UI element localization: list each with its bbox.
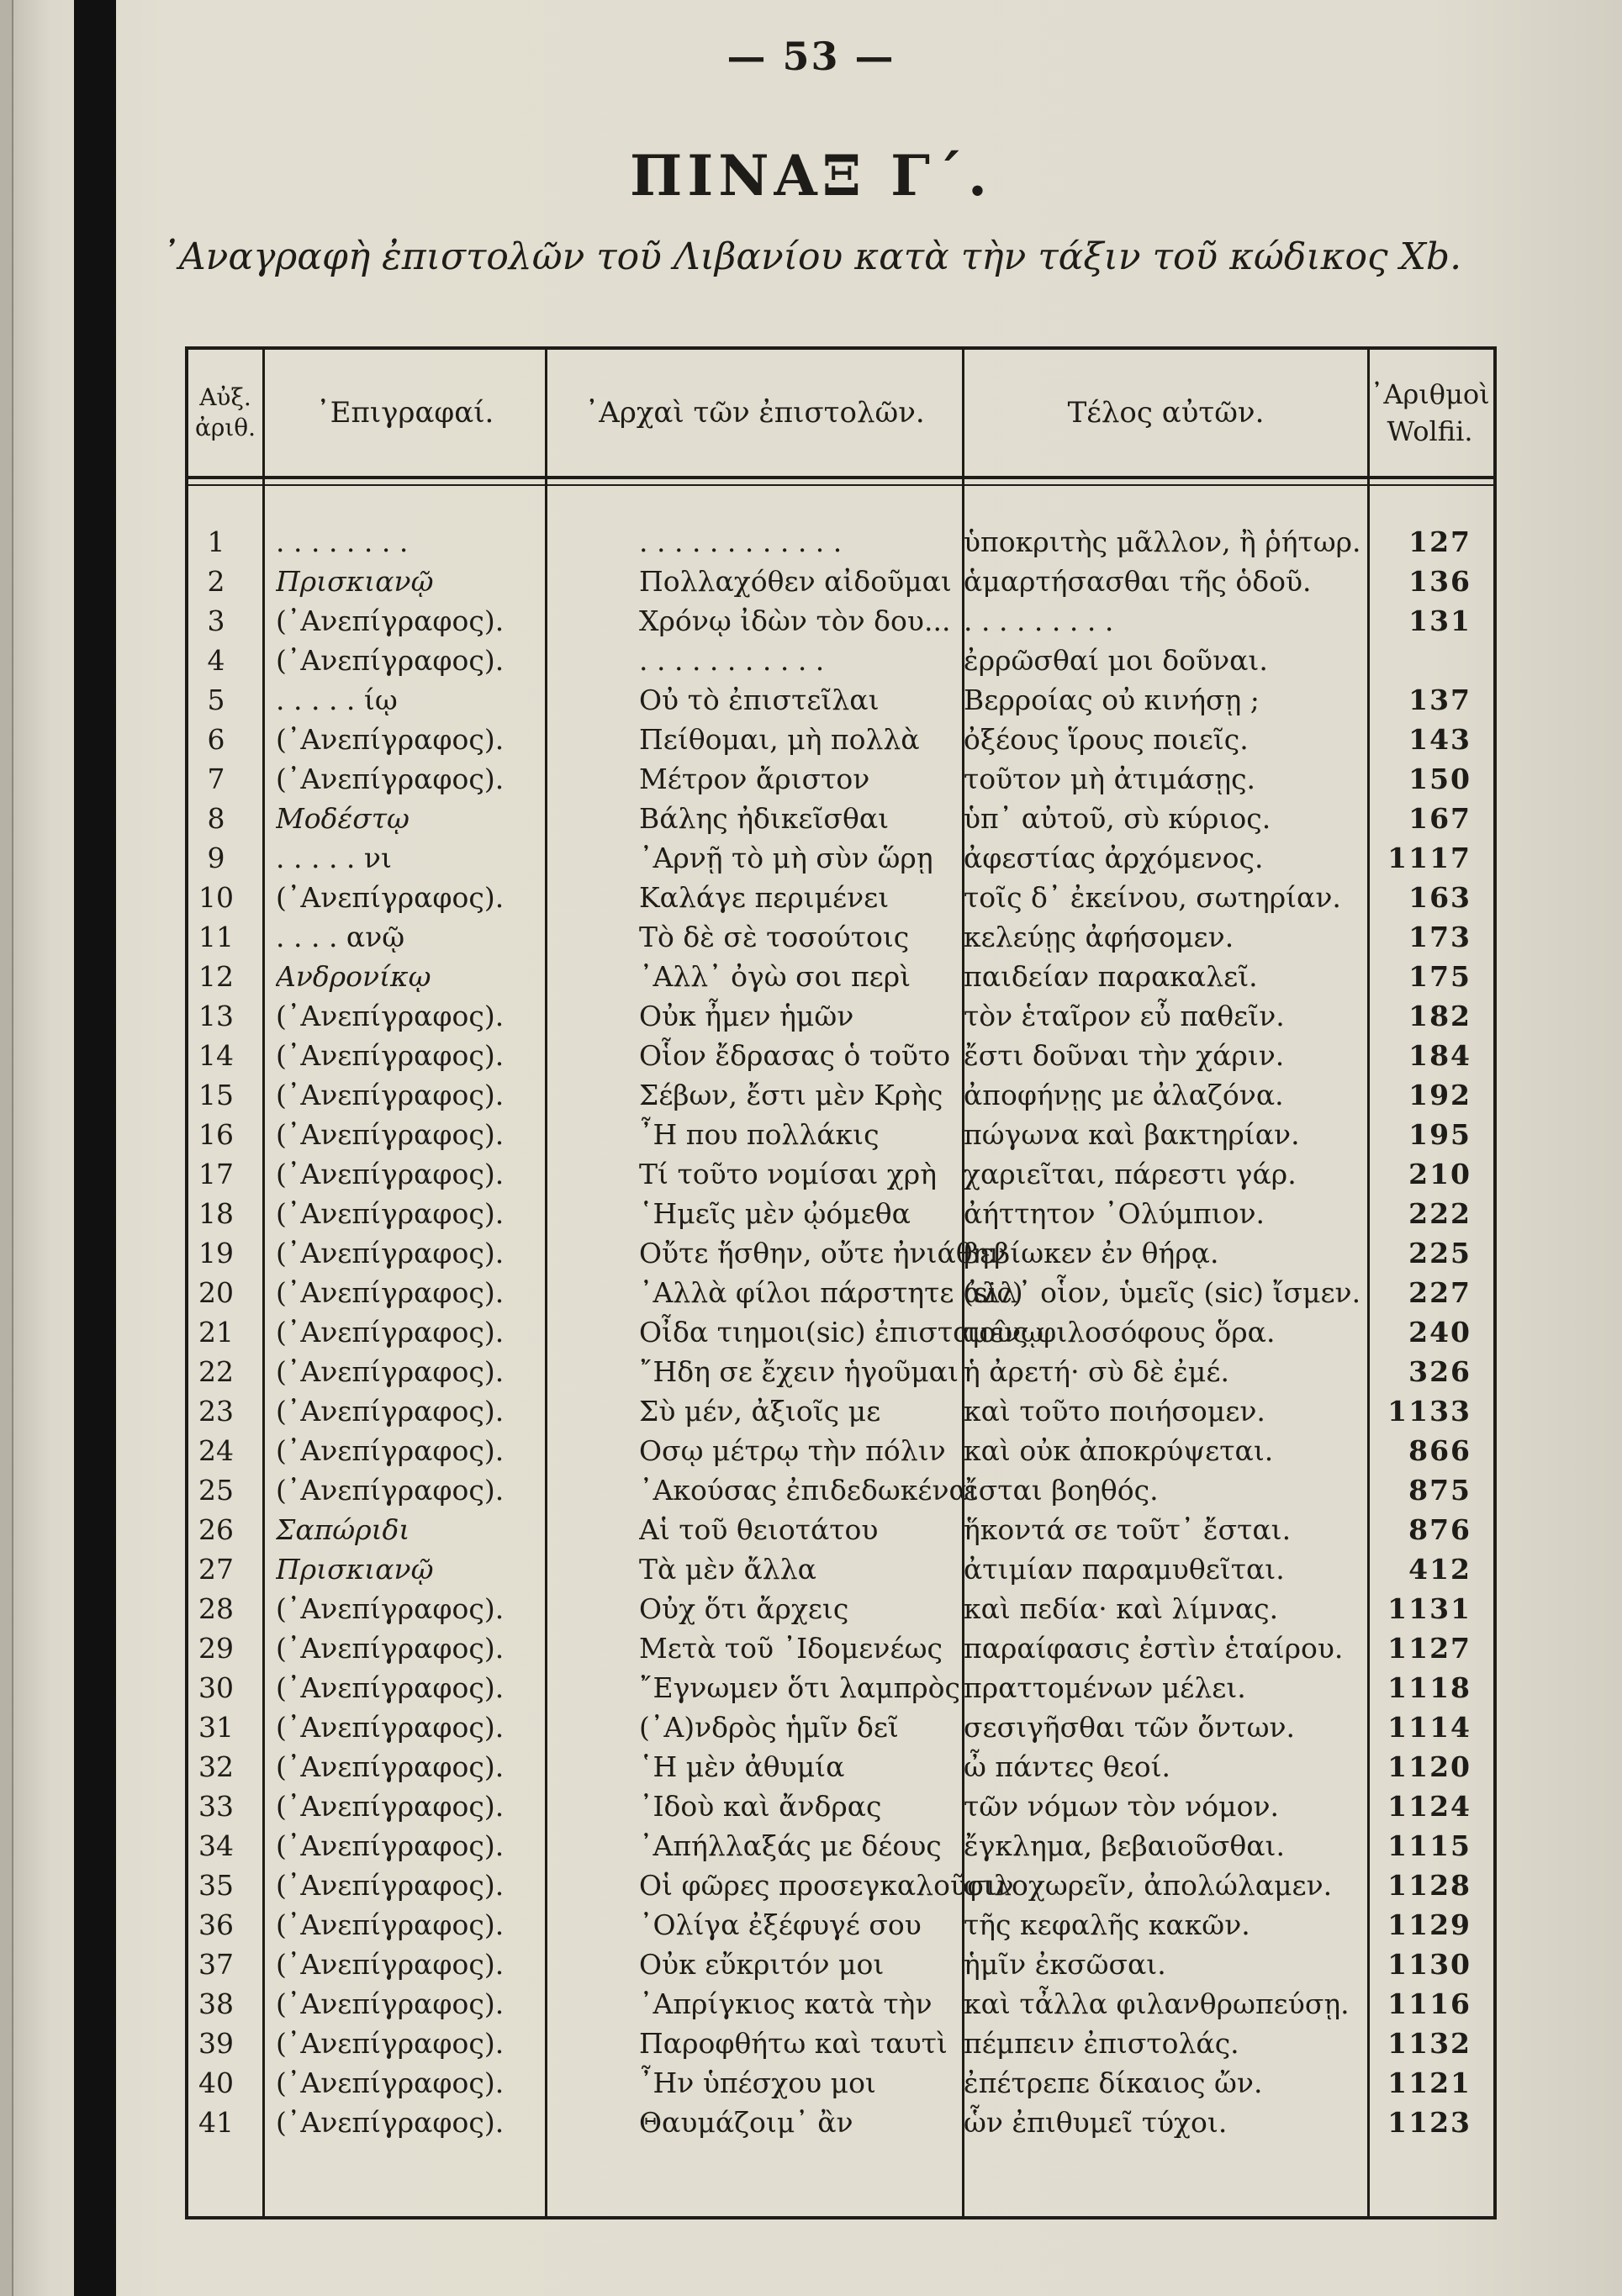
row-wolf-number: 1116 [1387, 1987, 1471, 2020]
header-wolf-numbers: ᾿Αριθμοὶ Wolfii. [1370, 378, 1490, 447]
letters-table [185, 346, 1497, 2219]
row-beginning: ᾿Απρίγκιος κατὰ τὴν [639, 1987, 933, 2020]
row-title: (᾿Ανεπίγραφος). [276, 1632, 505, 1665]
row-title: (᾿Ανεπίγραφος). [276, 1355, 505, 1388]
page-number: — 53 — [726, 34, 896, 79]
row-beginning: ῾Η μὲν ἀθυμία [639, 1750, 845, 1783]
row-wolf-number: 163 [1408, 881, 1471, 914]
row-title: (᾿Ανεπίγραφος). [276, 1000, 505, 1032]
page-edge [0, 0, 13, 2296]
row-title: (᾿Ανεπίγραφος). [276, 1039, 505, 1072]
row-ending: τὸν ἑταῖρον εὖ παθεῖν. [964, 1000, 1285, 1032]
row-title: . . . . . . . . [276, 525, 409, 558]
table-row [188, 2103, 1493, 2142]
table-row [188, 1668, 1493, 1707]
row-beginning: ᾿Απήλλαξάς με δέους [639, 1829, 942, 1862]
row-number: 1 [207, 525, 225, 558]
row-ending: χαριεῖται, πάρεστι γάρ. [964, 1158, 1297, 1190]
row-number: 21 [198, 1316, 234, 1349]
row-wolf-number: 1120 [1387, 1750, 1471, 1783]
row-title: (᾿Ανεπίγραφος). [276, 1908, 505, 1941]
row-number: 32 [198, 1750, 234, 1783]
row-number: 40 [198, 2066, 234, 2099]
row-number: 14 [198, 1039, 234, 1072]
row-number: 20 [198, 1276, 234, 1309]
row-beginning: ᾿Ιδοὺ καὶ ἄνδρας [639, 1790, 882, 1823]
row-number: 17 [198, 1158, 234, 1190]
row-ending: τῶν νόμων τὸν νόμον. [964, 1790, 1280, 1823]
row-beginning: Σέβων, ἔστι μὲν Κρὴς [639, 1079, 943, 1111]
row-beginning: Τὰ μὲν ἄλλα [639, 1553, 816, 1586]
header-number: Αὐξ. ἀριθ. [194, 383, 256, 441]
row-ending: ἔγκλημα, βεβαιοῦσθαι. [964, 1829, 1285, 1862]
row-ending: τῆς κεφαλῆς κακῶν. [964, 1908, 1250, 1941]
table-row [188, 1589, 1493, 1628]
row-beginning: Οὐ τὸ ἐπιστεῖλαι [639, 684, 880, 716]
row-beginning: Οὐχ ὅτι ἄρχεις [639, 1592, 849, 1625]
table-row [188, 1115, 1493, 1154]
row-title: Σαπώριδι [276, 1513, 410, 1546]
row-title: (᾿Ανεπίγραφος). [276, 1790, 505, 1823]
table-row [188, 562, 1493, 601]
row-title: (᾿Ανεπίγραφος). [276, 1750, 505, 1783]
table-row [188, 1312, 1493, 1352]
row-title: Μοδέστῳ [276, 802, 409, 835]
table-row [188, 1549, 1493, 1589]
table-row [188, 1391, 1493, 1431]
row-title: (᾿Ανεπίγραφος). [276, 2027, 505, 2060]
row-beginning: Οὔτε ἥσθην, οὔτε ἠνιάθην [639, 1237, 1006, 1269]
table-row [188, 720, 1493, 759]
table-row [188, 2024, 1493, 2063]
row-wolf-number: 1128 [1387, 1869, 1471, 1902]
row-ending: παιδείαν παρακαλεῖ. [964, 960, 1258, 993]
row-wolf-number: 1129 [1387, 1908, 1471, 1941]
row-beginning: Καλάγε περιμένει [639, 881, 890, 914]
row-number: 23 [198, 1395, 234, 1428]
row-number: 22 [198, 1355, 234, 1388]
row-wolf-number: 1117 [1387, 842, 1471, 874]
row-title: (᾿Ανεπίγραφος). [276, 1829, 505, 1862]
header-rule [188, 476, 1493, 479]
row-wolf-number: 127 [1408, 525, 1471, 558]
row-beginning: ᾿Αρνῇ τὸ μὴ σὺν ὥρῃ [639, 842, 933, 874]
row-ending: ἔσται βοηθός. [964, 1474, 1159, 1507]
row-wolf-number: 222 [1408, 1197, 1471, 1230]
page-subtitle: ᾿Αναγραφὴ ἐπιστολῶν τοῦ Λιβανίου κατὰ τὴν τάξιν τοῦ κώδικος Xb. [160, 235, 1462, 278]
row-title: (᾿Ανεπίγραφος). [276, 2106, 505, 2139]
row-beginning: ῾Ημεῖς μὲν ᾠόμεθα [639, 1197, 911, 1230]
row-number: 2 [207, 565, 225, 598]
row-ending: ἥκοντά σε τοῦτ᾿ ἔσται. [964, 1513, 1292, 1546]
row-ending: πώγωνα καὶ βακτηρίαν. [964, 1118, 1300, 1151]
row-beginning: ῏Η που πολλάκις [639, 1118, 880, 1151]
row-wolf-number: 1115 [1387, 1829, 1471, 1862]
row-title: (᾿Ανεπίγραφος). [276, 2066, 505, 2099]
row-beginning: ῏Ην ὑπέσχου μοι [639, 2066, 876, 2099]
table-row [188, 601, 1493, 641]
table-row [188, 1075, 1493, 1115]
table-row [188, 759, 1493, 799]
row-number: 26 [198, 1513, 234, 1546]
table-row [188, 1628, 1493, 1668]
row-title: (᾿Ανεπίγραφος). [276, 644, 505, 677]
row-title: (᾿Ανεπίγραφος). [276, 1276, 505, 1309]
row-beginning: Μετὰ τοῦ ᾿Ιδομενέως [639, 1632, 943, 1665]
row-title: (᾿Ανεπίγραφος). [276, 1395, 505, 1428]
row-number: 28 [198, 1592, 234, 1625]
table-row [188, 522, 1493, 562]
table-row [188, 1273, 1493, 1312]
row-number: 8 [207, 802, 225, 835]
row-wolf-number: 150 [1408, 763, 1471, 795]
table-row [188, 957, 1493, 996]
row-ending: ἀλλ᾿ οἷον, ὑμεῖς (sic) ἴσμεν. [964, 1276, 1361, 1309]
row-ending: τοῖς δ᾿ ἐκείνου, σωτηρίαν. [964, 881, 1341, 914]
row-ending: ἁμαρτήσασθαι τῆς ὁδοῦ. [964, 565, 1312, 598]
row-number: 33 [198, 1790, 234, 1823]
row-title: (᾿Ανεπίγραφος). [276, 1987, 505, 2020]
row-beginning: ᾿Αλλ᾿ ὀγὼ σοι περὶ [639, 960, 911, 993]
row-title: (᾿Ανεπίγραφος). [276, 1237, 505, 1269]
row-beginning: . . . . . . . . . . . [639, 644, 825, 677]
row-ending: καὶ οὐκ ἀποκρύψεται. [964, 1434, 1274, 1467]
row-title: (᾿Ανεπίγραφος). [276, 1316, 505, 1349]
row-ending: ὑπ᾿ αὐτοῦ, σὺ κύριος. [964, 802, 1271, 835]
row-ending: ἀτιμίαν παραμυθεῖται. [964, 1553, 1285, 1586]
header-endings: Τέλος αὐτῶν. [1067, 396, 1265, 430]
table-row [188, 680, 1493, 720]
row-beginning: Οσῳ μέτρῳ τὴν πόλιν [639, 1434, 946, 1467]
row-ending: ἀήττητον ᾿Ολύμπιον. [964, 1197, 1265, 1230]
row-title: (᾿Ανεπίγραφος). [276, 1948, 505, 1981]
table-row [188, 838, 1493, 878]
row-ending: ἡμῖν ἐκσῶσαι. [964, 1948, 1166, 1981]
row-number: 12 [198, 960, 234, 993]
row-beginning: Αἱ τοῦ θειοτάτου [639, 1513, 879, 1546]
table-row [188, 1154, 1493, 1194]
row-wolf-number: 167 [1408, 802, 1471, 835]
row-beginning: ᾿Ακούσας ἐπιδεδωκέναι [639, 1474, 979, 1507]
table-row [188, 1707, 1493, 1747]
row-number: 35 [198, 1869, 234, 1902]
row-number: 39 [198, 2027, 234, 2060]
row-beginning: ῎Εγνωμεν ὅτι λαμπρὸς [639, 1671, 961, 1704]
row-number: 4 [207, 644, 225, 677]
row-ending: ὀξέους ἵρους ποιεῖς. [964, 723, 1249, 756]
table-row [188, 1194, 1493, 1233]
row-wolf-number: 1132 [1387, 2027, 1471, 2060]
row-ending: ἀποφήνῃς με ἀλαζόνα. [964, 1079, 1284, 1111]
row-beginning: Θαυμάζοιμ᾿ ἂν [639, 2106, 853, 2139]
row-number: 7 [207, 763, 225, 795]
row-wolf-number: 1123 [1387, 2106, 1471, 2139]
row-title: (᾿Ανεπίγραφος). [276, 1671, 505, 1704]
row-wolf-number: 173 [1408, 921, 1471, 953]
row-ending: καὶ τἆλλα φιλανθρωπεύσῃ. [964, 1987, 1350, 2020]
row-number: 10 [198, 881, 234, 914]
row-ending: Βερροίας οὐ κινήσῃ ; [964, 684, 1260, 716]
table-row [188, 1352, 1493, 1391]
row-ending: φιλοχωρεῖν, ἀπολώλαμεν. [964, 1869, 1333, 1902]
table-row [188, 1945, 1493, 1984]
header-titles: ᾿Επιγραφαί. [315, 396, 494, 430]
row-wolf-number: 866 [1408, 1434, 1471, 1467]
row-wolf-number: 876 [1408, 1513, 1471, 1546]
row-number: 13 [198, 1000, 234, 1032]
row-ending: ὑποκριτὴς μᾶλλον, ἢ ῥήτωρ. [964, 525, 1361, 558]
row-wolf-number: 182 [1408, 1000, 1471, 1032]
row-ending: καὶ τοῦτο ποιήσομεν. [964, 1395, 1265, 1428]
row-wolf-number: 175 [1408, 960, 1471, 993]
row-ending: κελεύῃς ἀφήσομεν. [964, 921, 1234, 953]
row-title: (᾿Ανεπίγραφος). [276, 881, 505, 914]
row-beginning: Οἱ φῶρες προσεγκαλοῦσιν [639, 1869, 1014, 1902]
row-wolf-number: 143 [1408, 723, 1471, 756]
row-wolf-number: 1131 [1387, 1592, 1471, 1625]
page-title: ΠΙΝΑΞ Γ΄. [630, 143, 992, 208]
row-ending: πέμπειν ἐπιστολάς. [964, 2027, 1239, 2060]
row-beginning: Βάλης ἠδικεῖσθαι [639, 802, 890, 835]
table-row [188, 641, 1493, 680]
table-row [188, 1984, 1493, 2024]
row-beginning: Χρόνῳ ἰδὼν τὸν δου... [639, 604, 951, 637]
row-ending: ἐπέτρεπε δίκαιος ὤν. [964, 2066, 1263, 2099]
row-number: 11 [198, 921, 234, 953]
table-row [188, 1787, 1493, 1826]
row-title: (᾿Ανεπίγραφος). [276, 1158, 505, 1190]
row-wolf-number: 1118 [1387, 1671, 1471, 1704]
row-title: (᾿Ανεπίγραφος). [276, 1197, 505, 1230]
row-beginning: Πείθομαι, μὴ πολλὰ [639, 723, 920, 756]
row-number: 25 [198, 1474, 234, 1507]
row-title: . . . . . ίῳ [276, 684, 398, 716]
binding-gutter [74, 0, 116, 2296]
row-number: 30 [198, 1671, 234, 1704]
row-beginning: Οὐκ εὔκριτόν μοι [639, 1948, 885, 1981]
row-number: 38 [198, 1987, 234, 2020]
row-wolf-number [1376, 641, 1487, 680]
row-title: Πρισκιανῷ [276, 1553, 434, 1586]
row-number: 31 [198, 1711, 234, 1744]
row-number: 37 [198, 1948, 234, 1981]
table-row [188, 917, 1493, 957]
row-wolf-number: 1130 [1387, 1948, 1471, 1981]
table-row [188, 2063, 1493, 2103]
table-row [188, 1905, 1493, 1945]
row-wolf-number: 137 [1408, 684, 1471, 716]
row-wolf-number: 227 [1408, 1276, 1471, 1309]
table-row [188, 878, 1493, 917]
row-number: 19 [198, 1237, 234, 1269]
row-wolf-number: 131 [1408, 604, 1471, 637]
row-number: 9 [207, 842, 225, 874]
row-beginning: Σὺ μέν, ἀξιοῖς με [639, 1395, 881, 1428]
table-row [188, 1510, 1493, 1549]
row-number: 18 [198, 1197, 234, 1230]
row-title: (᾿Ανεπίγραφος). [276, 1711, 505, 1744]
row-title: (᾿Ανεπίγραφος). [276, 1474, 505, 1507]
row-ending: ἐρρῶσθαί μοι δοῦναι. [964, 644, 1268, 677]
row-beginning: Τὸ δὲ σὲ τοσούτοις [639, 921, 910, 953]
row-wolf-number: 875 [1408, 1474, 1471, 1507]
row-wolf-number: 412 [1408, 1553, 1471, 1586]
row-wolf-number: 1121 [1387, 2066, 1471, 2099]
row-ending: τοὺς φιλοσόφους ὅρα. [964, 1316, 1276, 1349]
row-title: (᾿Ανεπίγραφος). [276, 723, 505, 756]
header-beginnings: ᾿Αρχαὶ τῶν ἐπιστολῶν. [584, 396, 925, 430]
table-row [188, 1826, 1493, 1866]
row-title: (᾿Ανεπίγραφος). [276, 1118, 505, 1151]
row-beginning: . . . . . . . . . . . . [639, 525, 843, 558]
row-number: 5 [207, 684, 225, 716]
row-beginning: Τί τοῦτο νομίσαι χρὴ [639, 1158, 937, 1190]
row-number: 6 [207, 723, 225, 756]
row-ending: σεσιγῆσθαι τῶν ὄντων. [964, 1711, 1296, 1744]
table-row [188, 1470, 1493, 1510]
row-beginning: Παροφθήτω καὶ ταυτὶ [639, 2027, 948, 2060]
row-number: 29 [198, 1632, 234, 1665]
row-title: (᾿Ανεπίγραφος). [276, 604, 505, 637]
row-wolf-number: 1124 [1387, 1790, 1471, 1823]
row-ending: ἔστι δοῦναι τὴν χάριν. [964, 1039, 1285, 1072]
row-title: Ανδρονίκῳ [276, 960, 431, 993]
row-ending: τοῦτον μὴ ἀτιμάσῃς. [964, 763, 1256, 795]
table-row [188, 1233, 1493, 1273]
row-wolf-number: 1133 [1387, 1395, 1471, 1428]
row-beginning: ᾿Αλλὰ φίλοι πάρστητε (sic) [639, 1276, 1023, 1309]
row-ending: παραίφασις ἐστὶν ἑταίρου. [964, 1632, 1344, 1665]
row-wolf-number: 195 [1408, 1118, 1471, 1151]
table-row [188, 1747, 1493, 1787]
row-ending: βεβίωκεν ἐν θήρᾳ. [964, 1237, 1219, 1269]
row-number: 16 [198, 1118, 234, 1151]
row-ending: ἀφεστίας ἀρχόμενος. [964, 842, 1264, 874]
table-row [188, 1036, 1493, 1075]
row-title: (᾿Ανεπίγραφος). [276, 1592, 505, 1625]
row-beginning: Οἷον ἔδρασας ὁ τοῦτο [639, 1039, 951, 1072]
row-wolf-number: 326 [1408, 1355, 1471, 1388]
row-number: 34 [198, 1829, 234, 1862]
row-title: (᾿Ανεπίγραφος). [276, 1869, 505, 1902]
row-number: 15 [198, 1079, 234, 1111]
table-row [188, 1431, 1493, 1470]
row-wolf-number: 1127 [1387, 1632, 1471, 1665]
row-title: (᾿Ανεπίγραφος). [276, 763, 505, 795]
row-ending: καὶ πεδία· καὶ λίμνας. [964, 1592, 1279, 1625]
row-number: 24 [198, 1434, 234, 1467]
row-ending: πραττομένων μέλει. [964, 1671, 1246, 1704]
row-beginning: ᾿Ολίγα ἐξέφυγέ σου [639, 1908, 922, 1941]
table-row [188, 799, 1493, 838]
row-title: (᾿Ανεπίγραφος). [276, 1434, 505, 1467]
row-beginning: Οἶδα τιημοι(sic) ἐπισταμένῳ [639, 1316, 1043, 1349]
row-beginning: ῎Ηδη σε ἔχειν ἡγοῦμαι [639, 1355, 959, 1388]
row-ending: ὧν ἐπιθυμεῖ τύχοι. [964, 2106, 1228, 2139]
row-number: 41 [198, 2106, 234, 2139]
header-rule [188, 484, 1493, 486]
row-beginning: (᾿Α)νδρὸς ἡμῖν δεῖ [639, 1711, 899, 1744]
row-wolf-number: 184 [1408, 1039, 1471, 1072]
row-title: (᾿Ανεπίγραφος). [276, 1079, 505, 1111]
row-wolf-number: 192 [1408, 1079, 1471, 1111]
table-row [188, 996, 1493, 1036]
row-ending: . . . . . . . . . [964, 604, 1114, 637]
row-number: 27 [198, 1553, 234, 1586]
row-ending: ὦ πάντες θεοί. [964, 1750, 1171, 1783]
row-title: . . . . ανῷ [276, 921, 405, 953]
row-beginning: Οὐκ ἦμεν ἡμῶν [639, 1000, 854, 1032]
row-title: Πρισκιανῷ [276, 565, 434, 598]
row-wolf-number: 225 [1408, 1237, 1471, 1269]
row-title: . . . . . νι [276, 842, 392, 874]
row-ending: ἡ ἀρετή· σὺ δὲ ἐμέ. [964, 1355, 1229, 1388]
table-row [188, 1866, 1493, 1905]
row-wolf-number: 1114 [1387, 1711, 1471, 1744]
row-beginning: Πολλαχόθεν αἰδοῦμαι [639, 565, 952, 598]
row-wolf-number: 240 [1408, 1316, 1471, 1349]
row-beginning: Μέτρον ἄριστον [639, 763, 870, 795]
row-number: 36 [198, 1908, 234, 1941]
row-wolf-number: 136 [1408, 565, 1471, 598]
row-number: 3 [207, 604, 225, 637]
row-wolf-number: 210 [1408, 1158, 1471, 1190]
